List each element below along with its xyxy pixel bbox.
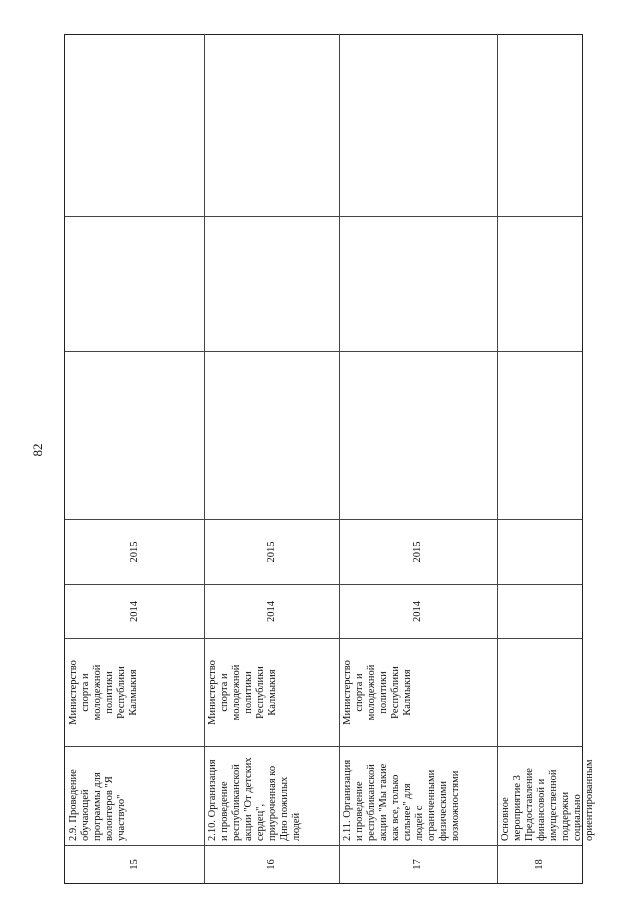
event-name: 2.10. Организация и проведение республиканской акции "От детских сердец", приуроченная ко Дню пожилых людей — [204, 747, 339, 846]
start-year: 2014 — [339, 585, 497, 639]
empty-cell — [65, 34, 204, 217]
executor — [497, 639, 582, 747]
row-number: 17 — [339, 846, 497, 884]
table-row — [204, 34, 340, 884]
empty-cell — [65, 217, 204, 352]
executor: Министерство спорта и молодежной политики Республики Калмыкия — [339, 639, 497, 747]
empty-cell — [204, 352, 339, 520]
empty-cell — [339, 217, 497, 352]
page-number: 82 — [30, 443, 45, 457]
end-year: 2015 — [65, 520, 204, 585]
event-name: Основное мероприятие 3 Предоставление финансовой и имущественной поддержки социально ориентированным — [497, 747, 582, 846]
row-number: 16 — [204, 846, 339, 884]
executor: Министерство спорта и молодежной политики Республики Калмыкия — [204, 639, 339, 747]
event-name: 2.11. Организация и проведение республиканской акции "Мы такие как все, только сильнее" для людей с ограниченными физическими возможностями — [339, 747, 497, 846]
empty-cell — [339, 34, 497, 217]
program-table — [64, 34, 595, 884]
empty-cell — [497, 217, 582, 352]
executor: Министерство спорта и молодежной политики Республики Калмыкия — [65, 639, 204, 747]
end-year: 2015 — [204, 520, 339, 585]
end-year: 2015 — [339, 520, 497, 585]
empty-cell — [339, 352, 497, 520]
empty-cell — [204, 217, 339, 352]
table-row — [497, 34, 595, 884]
empty-cell — [204, 34, 339, 217]
empty-cell — [65, 352, 204, 520]
empty-cell — [497, 352, 582, 520]
start-year: 2014 — [204, 585, 339, 639]
end-year — [497, 520, 582, 585]
row-number: 15 — [65, 846, 204, 884]
start-year — [497, 585, 582, 639]
table-row — [339, 34, 498, 884]
row-number: 18 — [497, 846, 582, 884]
table-row — [65, 34, 205, 884]
empty-cell — [497, 34, 582, 217]
event-name: 2.9. Проведение обучающей программы для волонтеров "Я участвую" — [65, 747, 204, 846]
start-year: 2014 — [65, 585, 204, 639]
